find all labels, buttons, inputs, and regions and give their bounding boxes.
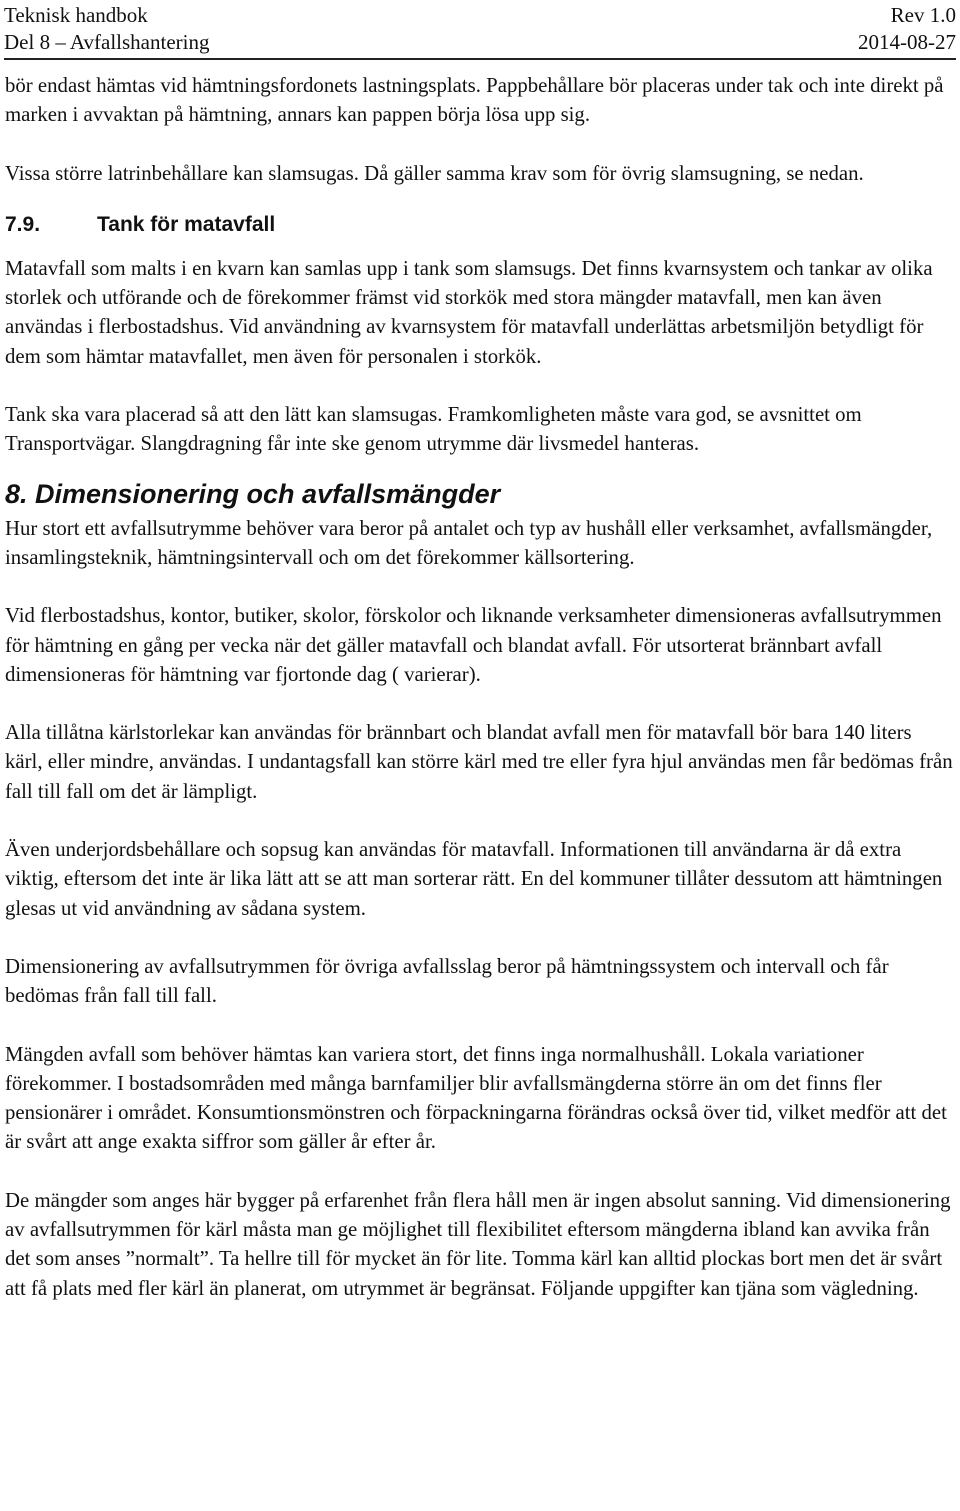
paragraph: Alla tillåtna kärlstorlekar kan användas för brännbart och blandat avfall men för matavfall bör bara 140 liters kärl, eller mindre, användas. I undantagsfall kan större kärl med tre eller fyra hjul användas men får bedömas från fall till fall om det är lämpligt.: [5, 721, 953, 803]
section-heading-7-9: [5, 210, 954, 239]
paragraph: Matavfall som malts i en kvarn kan samlas upp i tank som slamsugs. Det finns kvarnsystem och tankar av olika storlek och utförande och de förekommer främst vid storkök med stora mängder matavfall, men kan även användas i flerbostadshus. Vid användning av kvarnsystem för matavfall underlättas arbetsmiljön betydligt för dem som hämtar matavfallet, men även för personalen i storkök.: [5, 256, 933, 368]
paragraph: Vissa större latrinbehållare kan slamsugas. Då gäller samma krav som för övrig slamsugning, se nedan.: [5, 161, 864, 185]
paragraph: bör endast hämtas vid hämtningsfordonets lastningsplats. Pappbehållare bör placeras under tak och inte direkt på marken i avvaktan på hämtning, annars kan pappen börja lösa upp sig.: [5, 74, 944, 127]
revision-label: Rev 1.0: [890, 3, 956, 27]
header-date: 2014-08-27: [858, 30, 956, 54]
section-title: Tank för matavfall: [97, 212, 276, 236]
document-body: [5, 71, 954, 1303]
paragraph: Hur stort ett avfallsutrymme behöver vara beror på antalet och typ av hushåll eller verksamhet, avfallsmängder, insamlingsteknik, hämtningsintervall och om det förekommer källsortering.: [5, 516, 933, 569]
paragraph: Dimensionering av avfallsutrymmen för övriga avfallsslag beror på hämtningssystem och intervall och får bedömas från fall till fall.: [5, 954, 889, 1008]
header-row-top: [4, 2, 956, 29]
paragraph: De mängder som anges här bygger på erfarenhet från flera håll men är ingen absolut sanning. Vid dimensionering av avfallsutrymmen för kärl måsta man ge möjlighet till flexibilitet eftersom mängderna ibland kan avvika från det som anses ”normalt”. Ta hellre till för mycket än för lite. Tomma kärl kan alltid plockas bort men det är svårt att få plats med fler kärl än planerat, om utrymmet är begränsat. Följande uppgifter kan tjäna som vägledning.: [5, 1188, 951, 1300]
chapter-heading-8: 8. Dimensionering och avfallsmängder: [5, 478, 501, 509]
section-number: 7.9.: [5, 212, 41, 236]
header-row-bottom: [4, 29, 956, 56]
handbook-title: Teknisk handbok: [4, 3, 148, 27]
section-label: Del 8 – Avfallshantering: [4, 30, 210, 54]
page-header: [4, 2, 956, 56]
paragraph: Mängden avfall som behöver hämtas kan variera stort, det finns inga normalhushåll. Lokala variationer förekommer. I bostadsområden med många barnfamiljer blir avfallsmängderna större än om det finns fler pensionärer i området. Konsumtionsmönstren och förpackningarna förändras också över tid, vilket medför att det är svårt att ange exakta siffror som gäller år efter år.: [5, 1042, 947, 1154]
paragraph: Vid flerbostadshus, kontor, butiker, skolor, förskolor och liknande verksamheter dimensioneras avfallsutrymmen för hämtning en gång per vecka när det gäller matavfall och blandat avfall. För utsorterat brännbart avfall dimensioneras för hämtning var fjortonde dag ( varierar).: [5, 604, 942, 686]
header-divider: [4, 58, 956, 60]
paragraph: Även underjordsbehållare och sopsug kan användas för matavfall. Informationen till användarna är då extra viktig, eftersom det inte är lika lätt att se att man sorterar rätt. En del kommuner tillåter dessutom att hämtningen glesas ut vid användning av sådana system.: [5, 838, 943, 920]
paragraph: Tank ska vara placerad så att den lätt kan slamsugas. Framkomligheten måste vara god, se avsnittet om Transportvägar. Slangdragning får inte ske genom utrymme där livsmedel hanteras.: [5, 403, 862, 456]
